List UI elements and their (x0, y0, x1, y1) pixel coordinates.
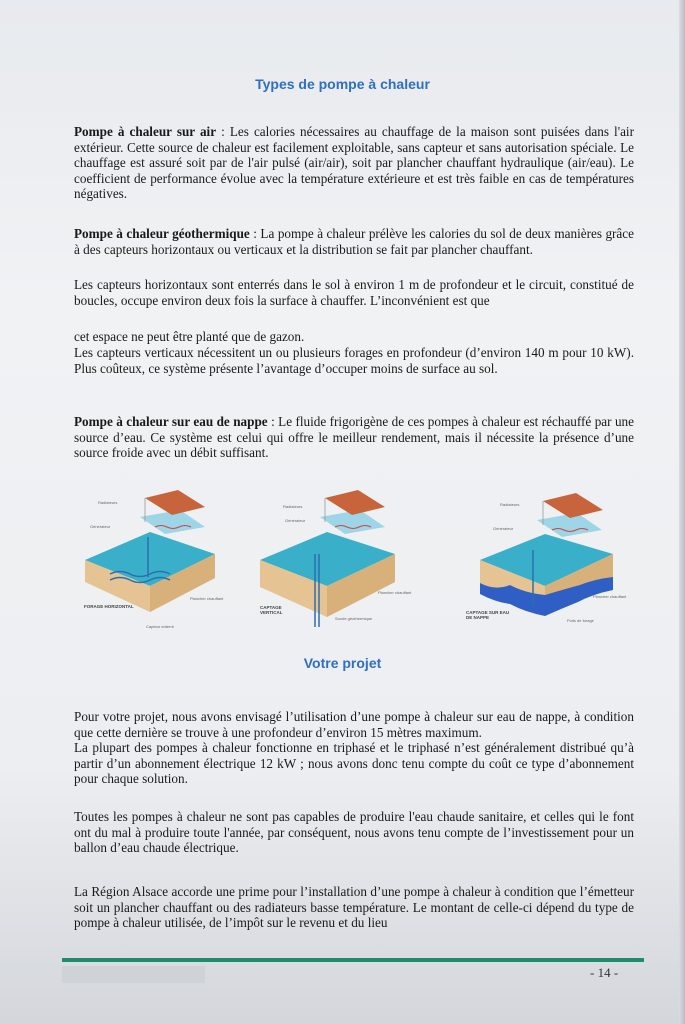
label-collector: Capteur enterré (146, 624, 175, 629)
roof (543, 493, 603, 518)
label-floor-heating: Plancher chauffant (378, 590, 412, 595)
paragraph-vertical: Les capteurs verticaux nécessitent un ou plusieurs forages en profondeur (d’environ 140 m pour 10 kW). Plus coûteux, ce système présente l’avantage d’occuper moins de surface au sol. (74, 345, 634, 376)
section-title: Votre projet (303, 655, 382, 671)
label-generator: Générateur (285, 518, 306, 523)
label-generator: Générateur (493, 526, 514, 531)
label-radiators: Radiateurs (98, 500, 118, 505)
paragraph-lead: Pompe à chaleur sur air (74, 124, 217, 139)
paragraph-lead: Pompe à chaleur géothermique (74, 226, 250, 241)
label-radiators: Radiateurs (283, 504, 303, 509)
horizontal-collector-illustration (80, 482, 225, 632)
page-edge-shadow (679, 0, 685, 1024)
paragraph-geothermal (74, 226, 634, 257)
paragraph-lead: Pompe à chaleur sur eau de nappe (74, 414, 268, 429)
paragraph-project-1: Pour votre projet, nous avons envisagé l’utilisation d’une pompe à chaleur sur eau de nappe, à condition que cette dernière se trouve à une profondeur d’environ 15 mètres maximum. (74, 709, 634, 740)
paragraph-project-4: La Région Alsace accorde une prime pour l’installation d’une pompe à chaleur à condition que l’émetteur soit un plancher chauffant ou des radiateurs basse température. Le montant de celle-ci dépend du type de pompe à chaleur utilisée, de l’impôt sur le revenu et du lieu (74, 884, 634, 931)
paragraph-water-table (74, 414, 634, 461)
footer-block (62, 966, 205, 983)
paragraph-air (74, 124, 634, 202)
paragraph-project-2: La plupart des pompes à chaleur fonctionne en triphasé et le triphasé n’est généralement distribué qu’à partir d’un abonnement électrique 12 kW ; nous avons donc tenu compte du coût ce type d’abonnement pour chaque solution. (74, 740, 634, 787)
figure-caption: CAPTAGE SUR EAU DE NAPPE (466, 610, 510, 620)
page-title: Types de pompe à chaleur (255, 76, 430, 92)
paragraph-text: : Le fluide frigorigène de ces pompes à chaleur est réchauffé par une source d’eau. Ce système est celui qui offre le meilleur rendement, mais il nécessite la présence d’une source froide avec un débit suffisant. (74, 414, 634, 461)
figure-caption: CAPTAGE VERTICAL (260, 605, 283, 615)
label-floor-heating: Plancher chauffant (190, 596, 224, 601)
roof (325, 490, 385, 515)
label-well: Puits de forage (567, 618, 594, 623)
label-floor-heating: Plancher chauffant (593, 594, 627, 599)
paragraph-horizontal-cont: cet espace ne peut être planté que de gazon. (74, 329, 305, 344)
paragraph-horizontal: Les capteurs horizontaux sont enterrés dans le sol à environ 1 m de profondeur et le circuit, constitué de boucles, occupe environ deux fois la surface à chauffer. L’inconvénient est que (74, 277, 634, 308)
label-probe: Sonde géothermique (335, 616, 373, 621)
label-radiators: Radiateurs (500, 502, 520, 507)
page-number: - 14 - (590, 965, 619, 980)
roof (145, 490, 205, 515)
paragraph-text: : Les calories nécessaires au chauffage de la maison sont puisées dans l'air extérieur. Cette source de chaleur est facilement exploitable, sans capteur et sans autorisation spéciale. Le chauffage est assuré soit par de l'air pulsé (air/air), soit par plancher chauffant hydraulique (air/eau). Le coefficient de performance évolue avec la température extérieure et est très faible en cas de températures négatives. (74, 124, 634, 202)
label-generator: Générateur (90, 524, 111, 529)
paragraph-project-3: Toutes les pompes à chaleur ne sont pas capables de produire l'eau chaude sanitaire, et celles qui le font ont du mal à produire toute l'année, par conséquent, nous avons tenu compte de l’investissement pour un ballon d’eau chaude électrique. (74, 809, 634, 856)
paragraph-text: : La pompe à chaleur prélève les calories du sol de deux manières grâce à des capteurs horizontaux ou verticaux et la distribution se fait par plancher chauffant. (74, 226, 634, 257)
footer-rule (62, 958, 644, 962)
figure-caption: FORAGE HORIZONTAL (84, 604, 134, 609)
